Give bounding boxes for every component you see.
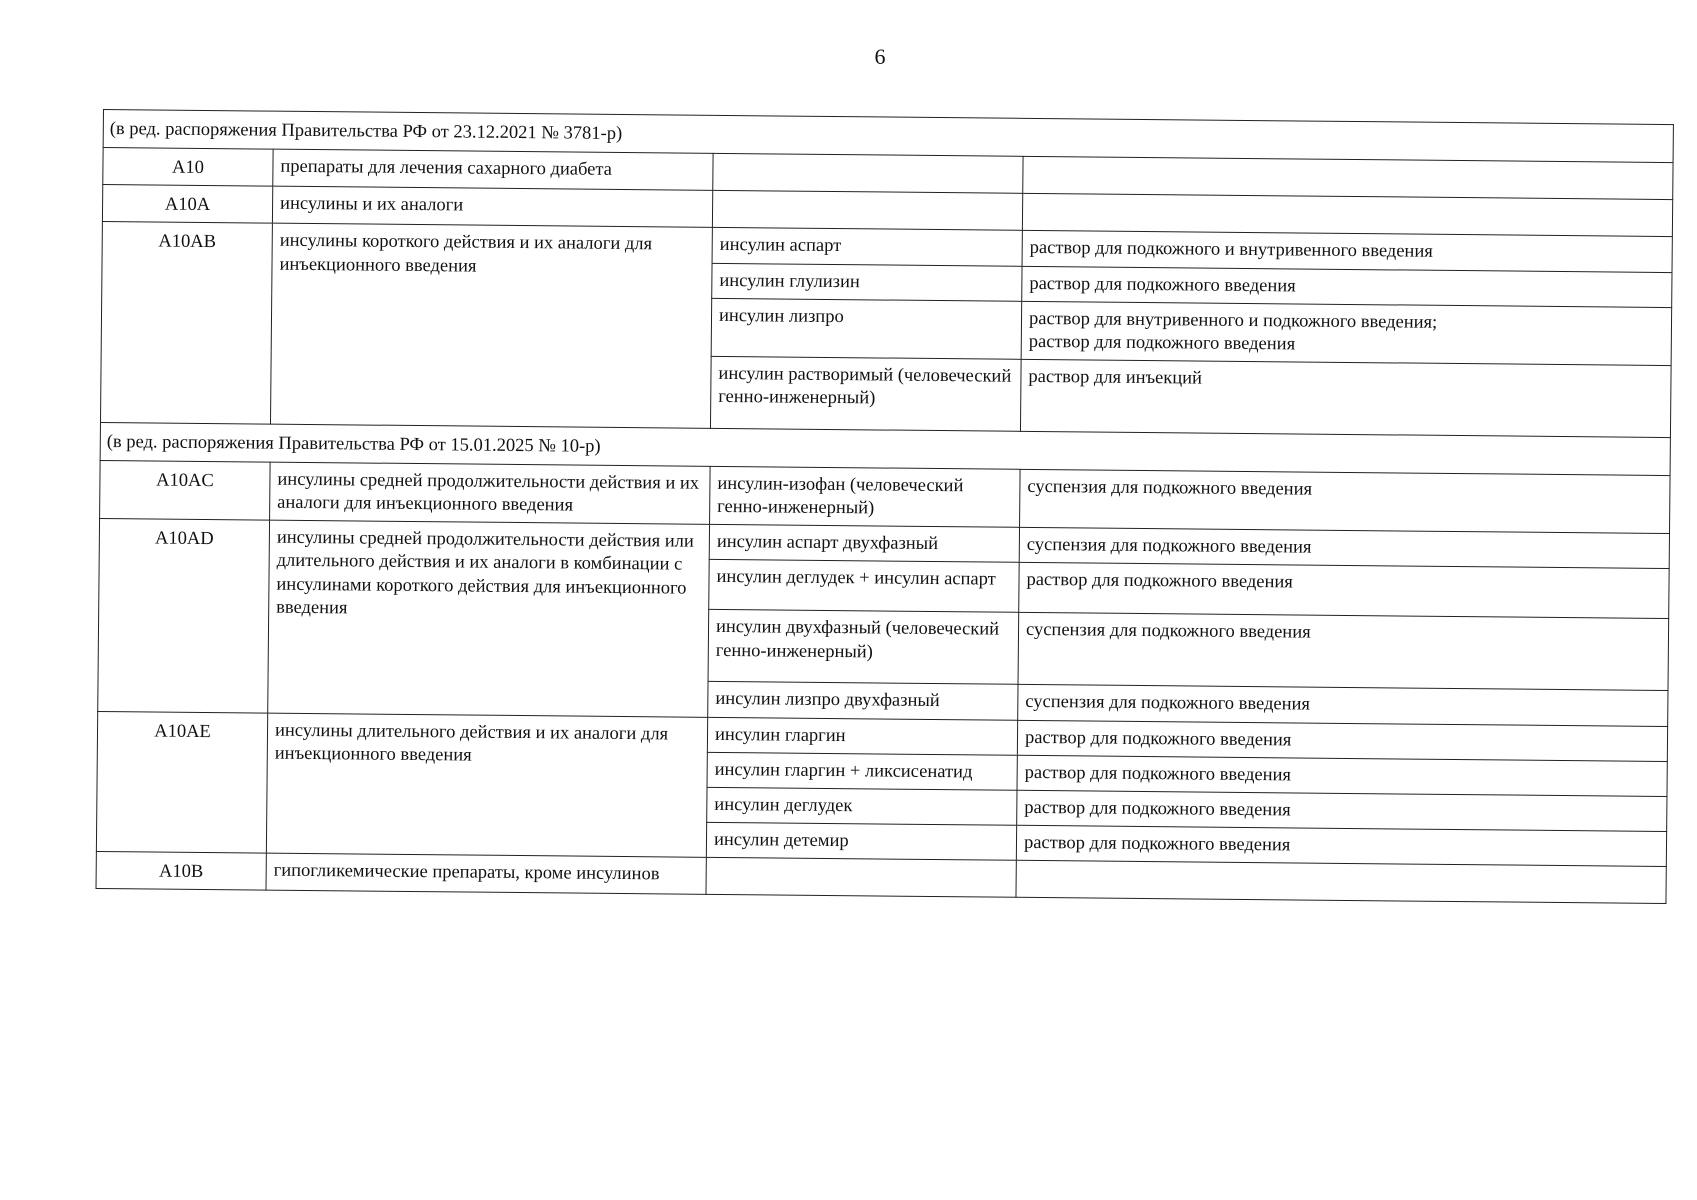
- drug-name: инсулин аспарт двухфазный: [709, 525, 1019, 563]
- atc-code: A10: [103, 148, 273, 187]
- drug-name: инсулин детемир: [706, 822, 1016, 860]
- drug-name: [713, 153, 1023, 193]
- drug-name: инсулин лизпро: [711, 298, 1022, 359]
- atc-code: A10B: [96, 851, 266, 890]
- drug-name: инсулин гларгин: [707, 717, 1017, 755]
- dosage-form: раствор для подкожного и внутривенного введения: [1022, 231, 1672, 272]
- drug-name: инсулин растворимый (человеческий генно-инженерный): [710, 356, 1021, 431]
- dosage-form: [1022, 194, 1672, 237]
- drug-name: инсулин-изофан (человеческий генно-инженерный): [710, 466, 1021, 527]
- atc-description: инсулины средней продолжительности действия и их аналоги для инъекционного введения: [270, 462, 711, 524]
- dosage-form: раствор для подкожного введения: [1022, 266, 1672, 307]
- drug-table: [96, 109, 1674, 904]
- atc-code: A10AD: [98, 519, 270, 713]
- amendment-note: (в ред. распоряжения Правительства РФ от 15.01.2025 № 10-р): [100, 422, 1670, 475]
- atc-description: инсулины короткого действия и их аналоги для инъекционного введения: [270, 224, 712, 429]
- dosage-form: суспензия для подкожного введения: [1018, 613, 1669, 691]
- atc-description: препараты для лечения сахарного диабета: [273, 149, 713, 190]
- atc-description: инсулины средней продолжительности действия или длительного действия и их аналоги в комбинации с инсулинами короткого действия для инъекционного введения: [268, 520, 710, 716]
- dosage-form: раствор для инъекций: [1020, 359, 1671, 437]
- dosage-form: суспензия для подкожного введения: [1019, 528, 1669, 569]
- amendment-note: (в ред. распоряжения Правительства РФ от 23.12.2021 № 3781-р): [103, 110, 1673, 163]
- atc-code: A10AC: [100, 460, 271, 520]
- dosage-form: раствор для подкожного введения: [1017, 755, 1667, 796]
- atc-description: гипогликемические препараты, кроме инсулинов: [266, 853, 706, 894]
- page-number: 6: [874, 44, 886, 69]
- dosage-form: раствор для подкожного введения: [1016, 825, 1666, 866]
- dosage-form: раствор для подкожного введения: [1019, 563, 1669, 619]
- atc-description: инсулины и их аналоги: [272, 186, 712, 227]
- drug-name: инсулин деглудек + инсулин аспарт: [709, 560, 1019, 613]
- dosage-form: суспензия для подкожного введения: [1018, 685, 1668, 726]
- drug-name: инсулин лизпро двухфазный: [708, 682, 1018, 720]
- drug-name: инсулин глулизин: [712, 263, 1022, 301]
- drug-name: инсулин двухфазный (человеческий генно-инженерный): [708, 610, 1019, 685]
- atc-code: A10AE: [96, 711, 267, 853]
- drug-name: инсулин аспарт: [712, 228, 1022, 266]
- atc-code: A10A: [102, 185, 272, 224]
- dosage-form: раствор для внутривенного и подкожного введения; раствор для подкожного введения: [1021, 301, 1672, 365]
- atc-code: A10AB: [100, 222, 272, 424]
- dosage-form: [1016, 860, 1666, 903]
- dosage-form: раствор для подкожного введения: [1017, 790, 1667, 831]
- drug-name: инсулин гларгин + ликсисенатид: [707, 752, 1017, 790]
- drug-name: [712, 191, 1022, 231]
- atc-description: инсулины длительного действия и их аналоги для инъекционного введения: [266, 713, 707, 858]
- drug-name: [706, 857, 1016, 897]
- drug-name: инсулин деглудек: [707, 787, 1017, 825]
- dosage-form: [1023, 156, 1673, 199]
- dosage-form: суспензия для подкожного введения: [1020, 469, 1671, 533]
- dosage-form: раствор для подкожного введения: [1017, 720, 1667, 761]
